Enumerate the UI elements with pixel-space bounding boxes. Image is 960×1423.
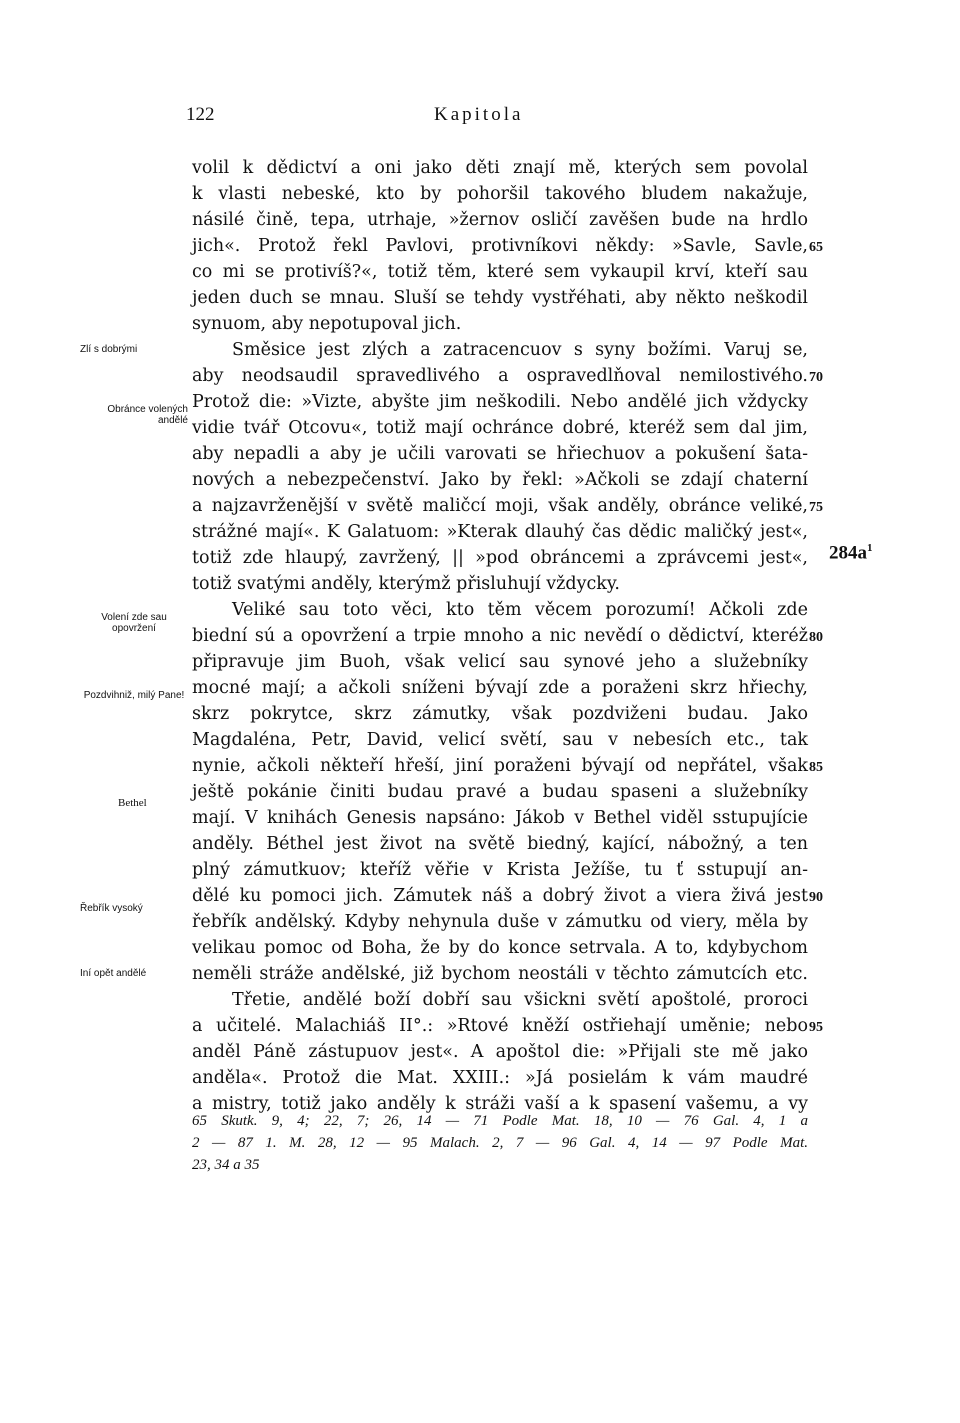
text-line: a najzavrženější v světě maličcí moji, však anděly, obránce veliké, — [192, 496, 808, 516]
page-number: 122 — [186, 104, 215, 125]
text-line: plný zámutkuov; kteříž věřie v Krista Ježíše, tu ť sstupují an- — [192, 860, 808, 880]
text-line: násilé čině, tepa, utrhaje, »žernov osličí zavěšen bude na hrdlo — [192, 210, 808, 230]
text-line: Směsice jest zlých a zatracencuov s syny božími. Varuj se, — [232, 340, 808, 360]
text-line: ještě pokánie činiti budau pravé a budau spaseni a služebníky — [192, 782, 808, 802]
text-line: mají. V knihách Genesis napsáno: Jákob v Bethel viděl sstupujície — [192, 808, 808, 828]
footnote-line: 2 — 87 1. M. 28, 12 — 95 Malach. 2, 7 — 96 Gal. 4, 14 — 97 Podle Mat. — [192, 1135, 808, 1151]
line-number: 65 — [809, 240, 823, 255]
text-line: řebřík andělský. Kdyby nehynula duše v zámutku od viery, měla by — [192, 912, 808, 932]
text-line: dělé ku pomoci jich. Zámutek náš a dobrý život a viera živá jest — [192, 886, 808, 906]
text-line: a učitelé. Malachiáš II°.: »Rtové kněží ostřiehají uměnie; nebo — [192, 1016, 808, 1036]
text-line: anděly. Béthel jest život na světě biedný, kající, nábožný, a ten — [192, 834, 808, 854]
text-line: jeden duch se mnau. Sluší se tehdy vystřéhati, aby někto neškodil — [192, 288, 808, 308]
margin-note: Řebřík vysoký — [80, 903, 143, 914]
margin-note: Bethel — [118, 797, 147, 809]
text-line: totiž svatými anděly, kterýmž přisluhují vždycky. — [192, 574, 620, 594]
text-line: Třetie, andělé boží dobří sau všickni světí apoštolé, proroci — [232, 990, 808, 1010]
text-line: a mistry, totiž jako anděly k stráži vaší a k spasení vašemu, a vy — [192, 1094, 808, 1114]
folio-mark — [829, 542, 873, 564]
line-number: 90 — [809, 890, 823, 905]
margin-note: Obránce volených andělé — [107, 404, 188, 426]
text-line: mocné mají; a ačkoli sníženi bývají zde a poraženi skrz hřiechy, — [192, 678, 808, 698]
line-number: 95 — [809, 1020, 823, 1035]
running-title: Kapitola — [434, 104, 524, 125]
line-number: 85 — [809, 760, 823, 775]
text-line: Veliké sau toto věci, kto těm věcem porozumí! Ačkoli zde — [232, 600, 808, 620]
text-line: aby nepadli a aby je učili varovati se hřiechuov a pokušení šata- — [192, 444, 808, 464]
text-line: strážné mají«. K Galatuom: »Kterak dlauhý čas dědic maličký jest«, — [192, 522, 808, 542]
folio-sup: 1 — [867, 542, 873, 554]
text-line: totiž zde hlaupý, zavržený, || »pod obráncemi a zprávcemi jest«, — [192, 548, 808, 568]
text-line: biední sú a opovržení a trpie mnoho a nic nevědí o dědictví, kteréž — [192, 626, 808, 646]
text-line: nových a nebezpečenství. Jako by řekl: »Ačkoli se zdají chaterní — [192, 470, 808, 490]
text-line: nynie, ačkoli někteří hřeší, jiní poraženi bývají od nepřátel, však — [192, 756, 808, 776]
text-line: připravuje jim Buoh, však velicí sau synové jeho a služebníky — [192, 652, 808, 672]
folio-main: 284a — [829, 542, 867, 564]
footnote-line: 23, 34 a 35 — [192, 1157, 260, 1173]
margin-note: Volení zde sau opovržení — [101, 612, 167, 634]
text-line: Magdaléna, Petr, David, velicí světí, sau v nebesích etc., tak — [192, 730, 808, 750]
margin-note: Iní opět andělé — [80, 968, 147, 979]
text-line: aby neodsaudil spravedlivého a ospravedlňoval nemilostivého. — [192, 366, 808, 386]
text-line: k vlasti nebeské, kto by pohoršil takového bludem nakažuje, — [192, 184, 808, 204]
footnote-line: 65 Skutk. 9, 4; 22, 7; 26, 14 — 71 Podle Mat. 18, 10 — 76 Gal. 4, 1 a — [192, 1113, 808, 1129]
text-line: neměli stráže andělské, již bychom neostáli v těchto zámutcích etc. — [192, 964, 808, 984]
text-line: jich«. Protož řekl Pavlovi, protivníkovi někdy: »Savle, Savle, — [192, 236, 808, 256]
text-line: Protož die: »Vizte, abyšte jim neškodili. Nebo andělé jich vždycky — [192, 392, 808, 412]
line-number: 70 — [809, 370, 823, 385]
line-number: 75 — [809, 500, 823, 515]
text-line: volil k dědictví a oni jako děti znají mě, kterých sem povolal — [192, 158, 808, 178]
text-line: anděla«. Protož die Mat. XXIII.: »Já posielám k vám maudré — [192, 1068, 808, 1088]
margin-note: Zlí s dobrými — [80, 344, 138, 355]
text-line: vidie tvář Otcovu«, totiž mají ochránce dobré, kteréž sem dal jim, — [192, 418, 808, 438]
text-line: skrz pokrytce, skrz zámutky, však pozdviženi budau. Jako — [192, 704, 808, 724]
text-line: synuom, aby nepotupoval jich. — [192, 314, 462, 334]
margin-note: Pozdvihniž, milý Pane! — [83, 690, 185, 701]
text-line: anděl Páně zástupuov jest«. A apoštol die: »Přijali ste mě jako — [192, 1042, 808, 1062]
text-line: velikau pomoc od Boha, že by do konce setrvala. A to, kdybychom — [192, 938, 808, 958]
text-line: co mi se protivíš?«, totiž těm, které sem vykaupil krví, kteří sau — [192, 262, 808, 282]
line-number: 80 — [809, 630, 823, 645]
